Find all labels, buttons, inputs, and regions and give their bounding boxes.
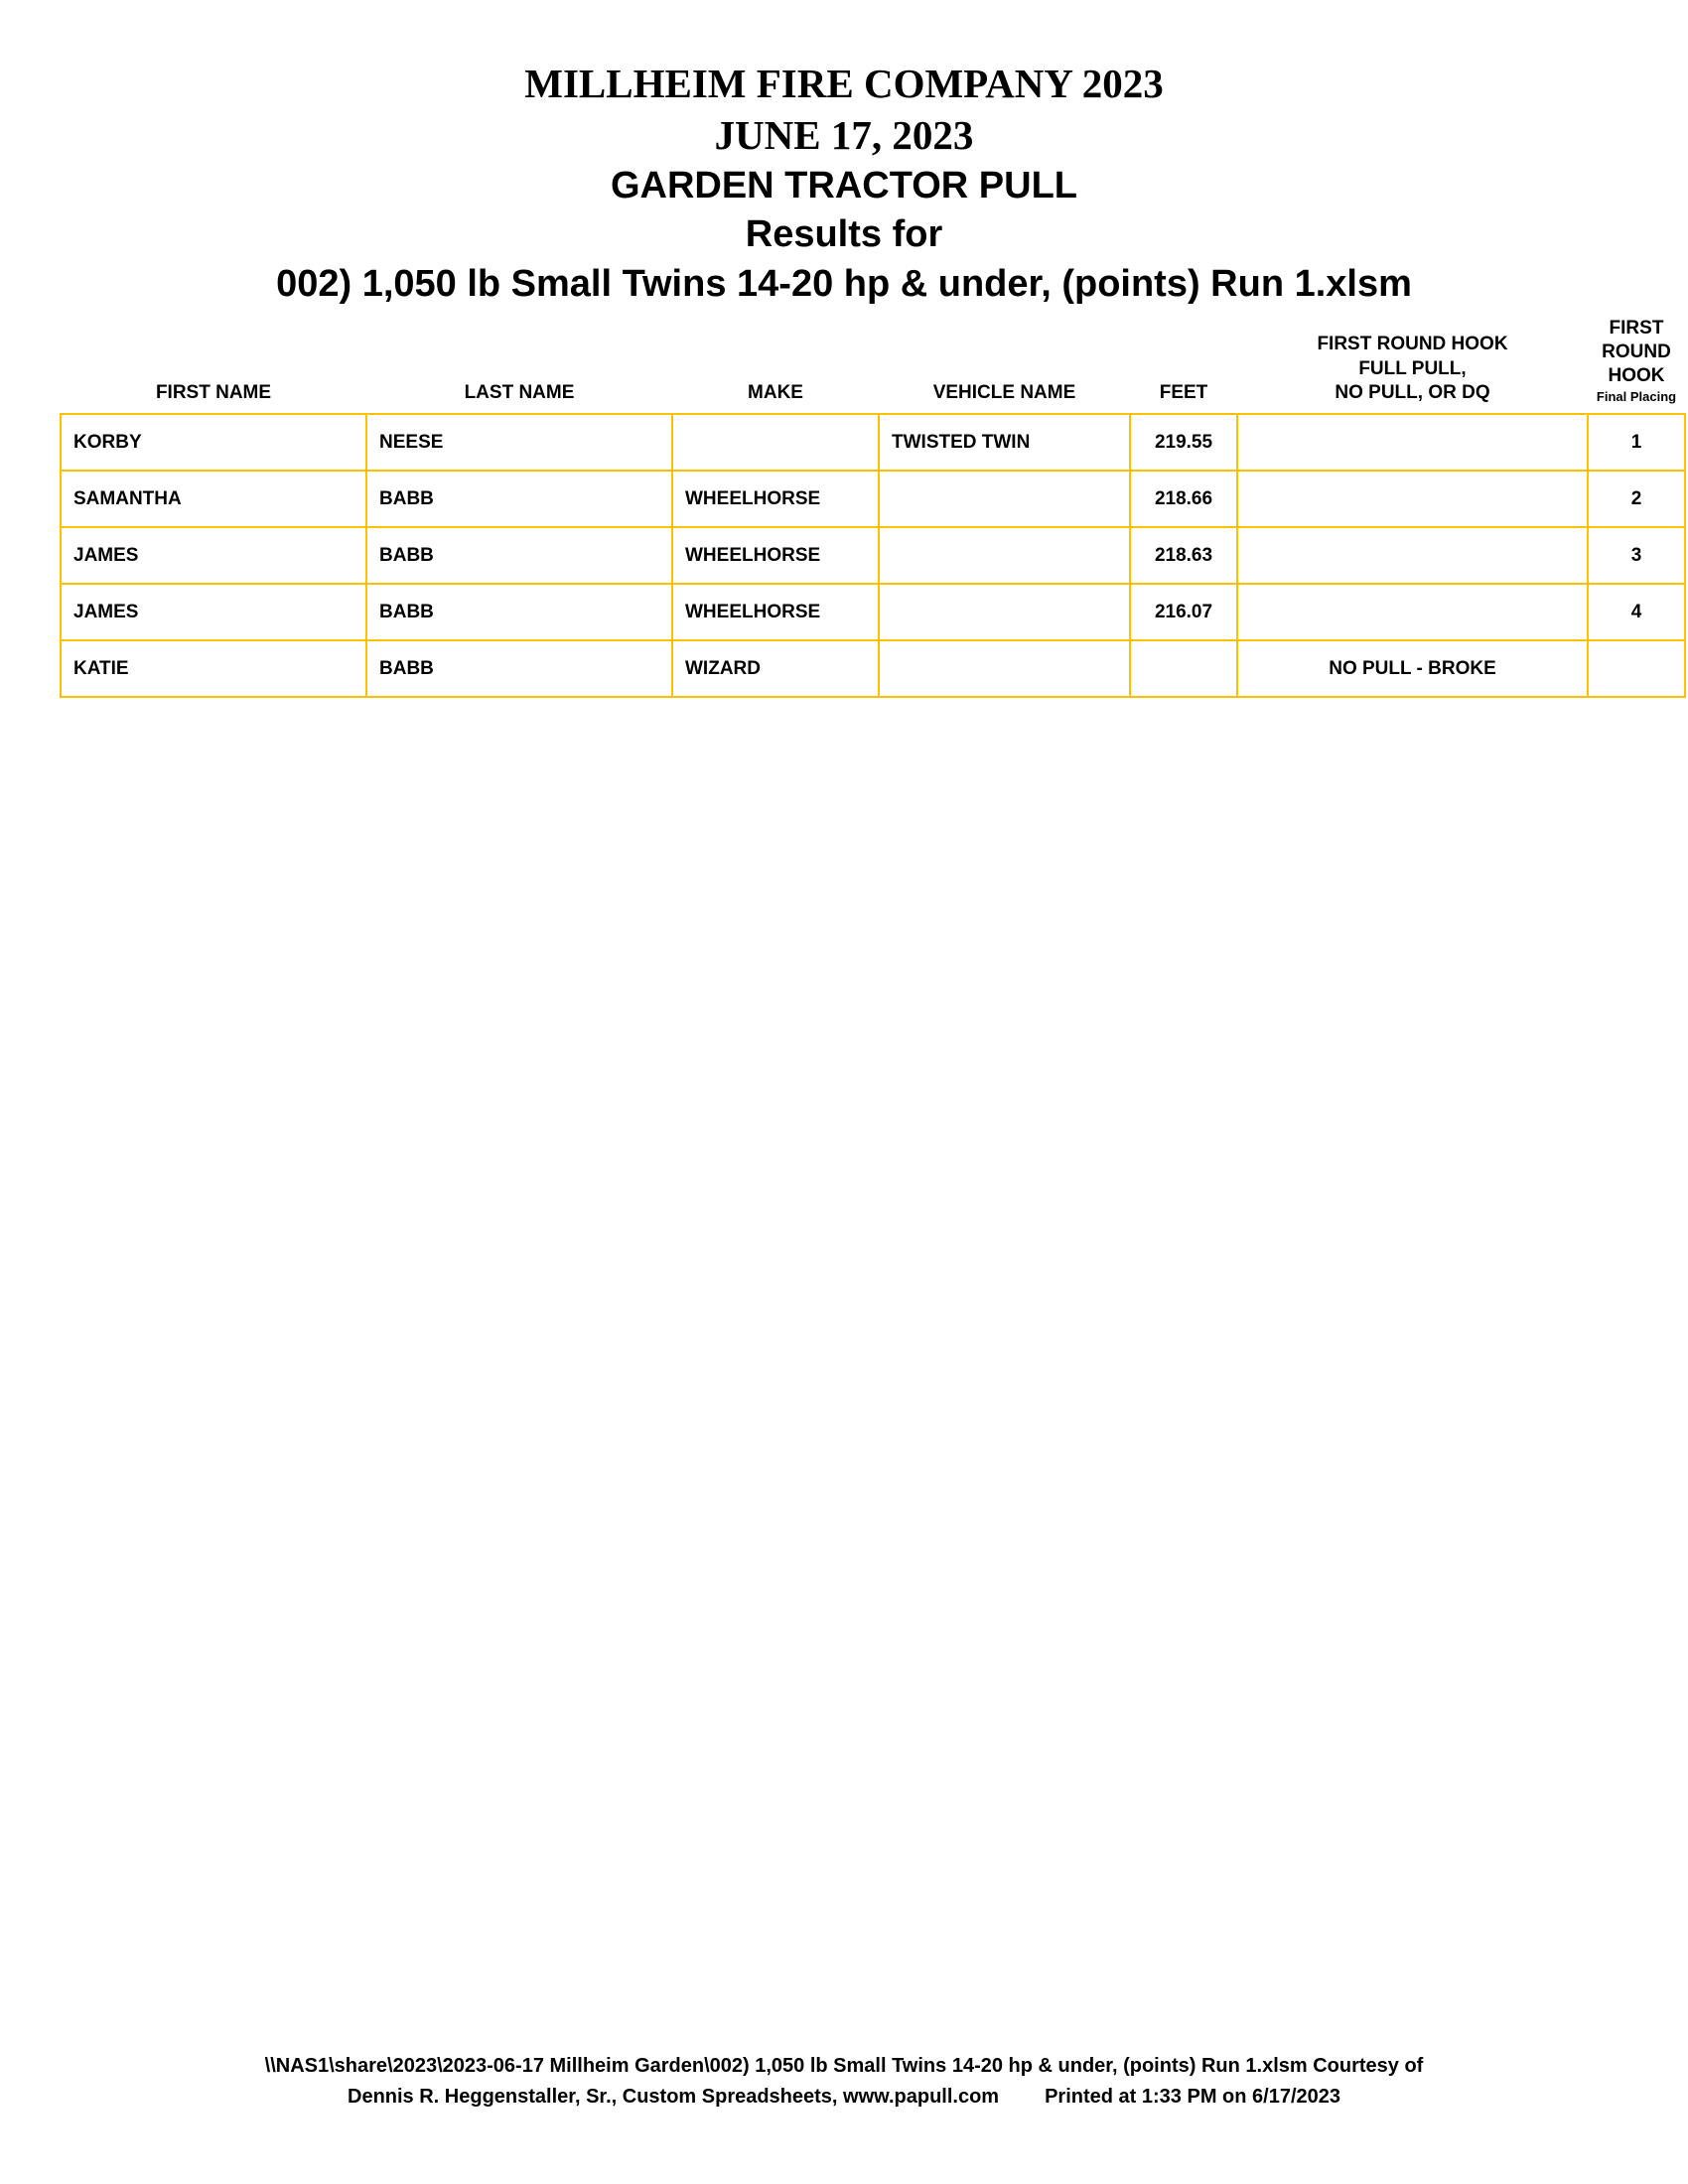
cell-last-name: BABB	[366, 640, 672, 697]
column-header-first-round-hook	[1237, 315, 1588, 415]
table-row	[61, 584, 1685, 640]
cell-feet: 219.55	[1130, 414, 1237, 471]
cell-vehicle-name	[879, 584, 1130, 640]
final-placing-line-2: HOOK	[1608, 365, 1665, 387]
table-header	[61, 315, 1685, 415]
cell-final-placing	[1588, 640, 1685, 697]
cell-final-placing: 3	[1588, 527, 1685, 584]
cell-first-round-hook	[1237, 527, 1588, 584]
column-header-final-placing	[1588, 315, 1685, 415]
cell-feet: 218.63	[1130, 527, 1237, 584]
title-block	[0, 0, 1688, 309]
table-header-row	[61, 315, 1685, 415]
title-line-class: 002) 1,050 lb Small Twins 14-20 hp & under, (points) Run 1.xlsm	[276, 263, 1412, 306]
cell-last-name: NEESE	[366, 414, 672, 471]
cell-first-round-hook: NO PULL - BROKE	[1237, 640, 1588, 697]
page-footer	[0, 2051, 1688, 2113]
final-placing-line-1: FIRST ROUND	[1602, 317, 1671, 363]
cell-make: WIZARD	[672, 640, 879, 697]
cell-make: WHEELHORSE	[672, 527, 879, 584]
table-row	[61, 527, 1685, 584]
cell-feet	[1130, 640, 1237, 697]
cell-final-placing: 2	[1588, 471, 1685, 527]
cell-vehicle-name: TWISTED TWIN	[879, 414, 1130, 471]
column-header-first-name: FIRST NAME	[155, 382, 272, 404]
cell-last-name: BABB	[366, 527, 672, 584]
table-body	[61, 414, 1685, 697]
cell-first-round-hook	[1237, 584, 1588, 640]
cell-make	[672, 414, 879, 471]
first-round-hook-line-3: NO PULL, OR DQ	[1335, 382, 1490, 404]
cell-final-placing: 4	[1588, 584, 1685, 640]
cell-first-name: KATIE	[61, 640, 366, 697]
column-header-make: MAKE	[748, 382, 803, 404]
cell-make: WHEELHORSE	[672, 471, 879, 527]
title-line-results-for: Results for	[745, 212, 943, 255]
footer-author: Dennis R. Heggenstaller, Sr., Custom Spreadsheets, www.papull.com	[348, 2086, 1000, 2108]
cell-first-name: KORBY	[61, 414, 366, 471]
cell-final-placing: 1	[1588, 414, 1685, 471]
cell-vehicle-name	[879, 640, 1130, 697]
footer-print-timestamp: Printed at 1:33 PM on 6/17/2023	[1045, 2086, 1340, 2108]
table-row	[61, 471, 1685, 527]
title-line-event: GARDEN TRACTOR PULL	[610, 164, 1078, 206]
cell-first-name: JAMES	[61, 527, 366, 584]
first-round-hook-line-1: FIRST ROUND HOOK	[1317, 334, 1508, 355]
cell-last-name: BABB	[366, 471, 672, 527]
cell-first-name: JAMES	[61, 584, 366, 640]
cell-first-name: SAMANTHA	[61, 471, 366, 527]
cell-last-name: BABB	[366, 584, 672, 640]
column-header-vehicle-name: VEHICLE NAME	[932, 382, 1076, 404]
cell-vehicle-name	[879, 471, 1130, 527]
cell-first-round-hook	[1237, 414, 1588, 471]
cell-first-round-hook	[1237, 471, 1588, 527]
final-placing-line-3: Final Placing	[1596, 388, 1677, 404]
column-header-feet: FEET	[1159, 382, 1208, 404]
footer-credits-line	[0, 2082, 1688, 2113]
title-line-organization: MILLHEIM FIRE COMPANY 2023	[524, 61, 1164, 106]
results-table-wrapper	[60, 315, 1677, 699]
first-round-hook-line-2: FULL PULL,	[1358, 357, 1467, 379]
title-line-date: JUNE 17, 2023	[714, 112, 974, 159]
table-row	[61, 640, 1685, 697]
table-row	[61, 414, 1685, 471]
footer-file-path: \\NAS1\share\2023\2023-06-17 Millheim Garden\002) 1,050 lb Small Twins 14-20 hp & under, (points) Run 1.xlsm Courtesy of	[264, 2055, 1424, 2077]
cell-feet: 218.66	[1130, 471, 1237, 527]
column-header-last-name: LAST NAME	[464, 382, 575, 404]
cell-vehicle-name	[879, 527, 1130, 584]
results-table	[60, 315, 1686, 699]
cell-feet: 216.07	[1130, 584, 1237, 640]
cell-make: WHEELHORSE	[672, 584, 879, 640]
